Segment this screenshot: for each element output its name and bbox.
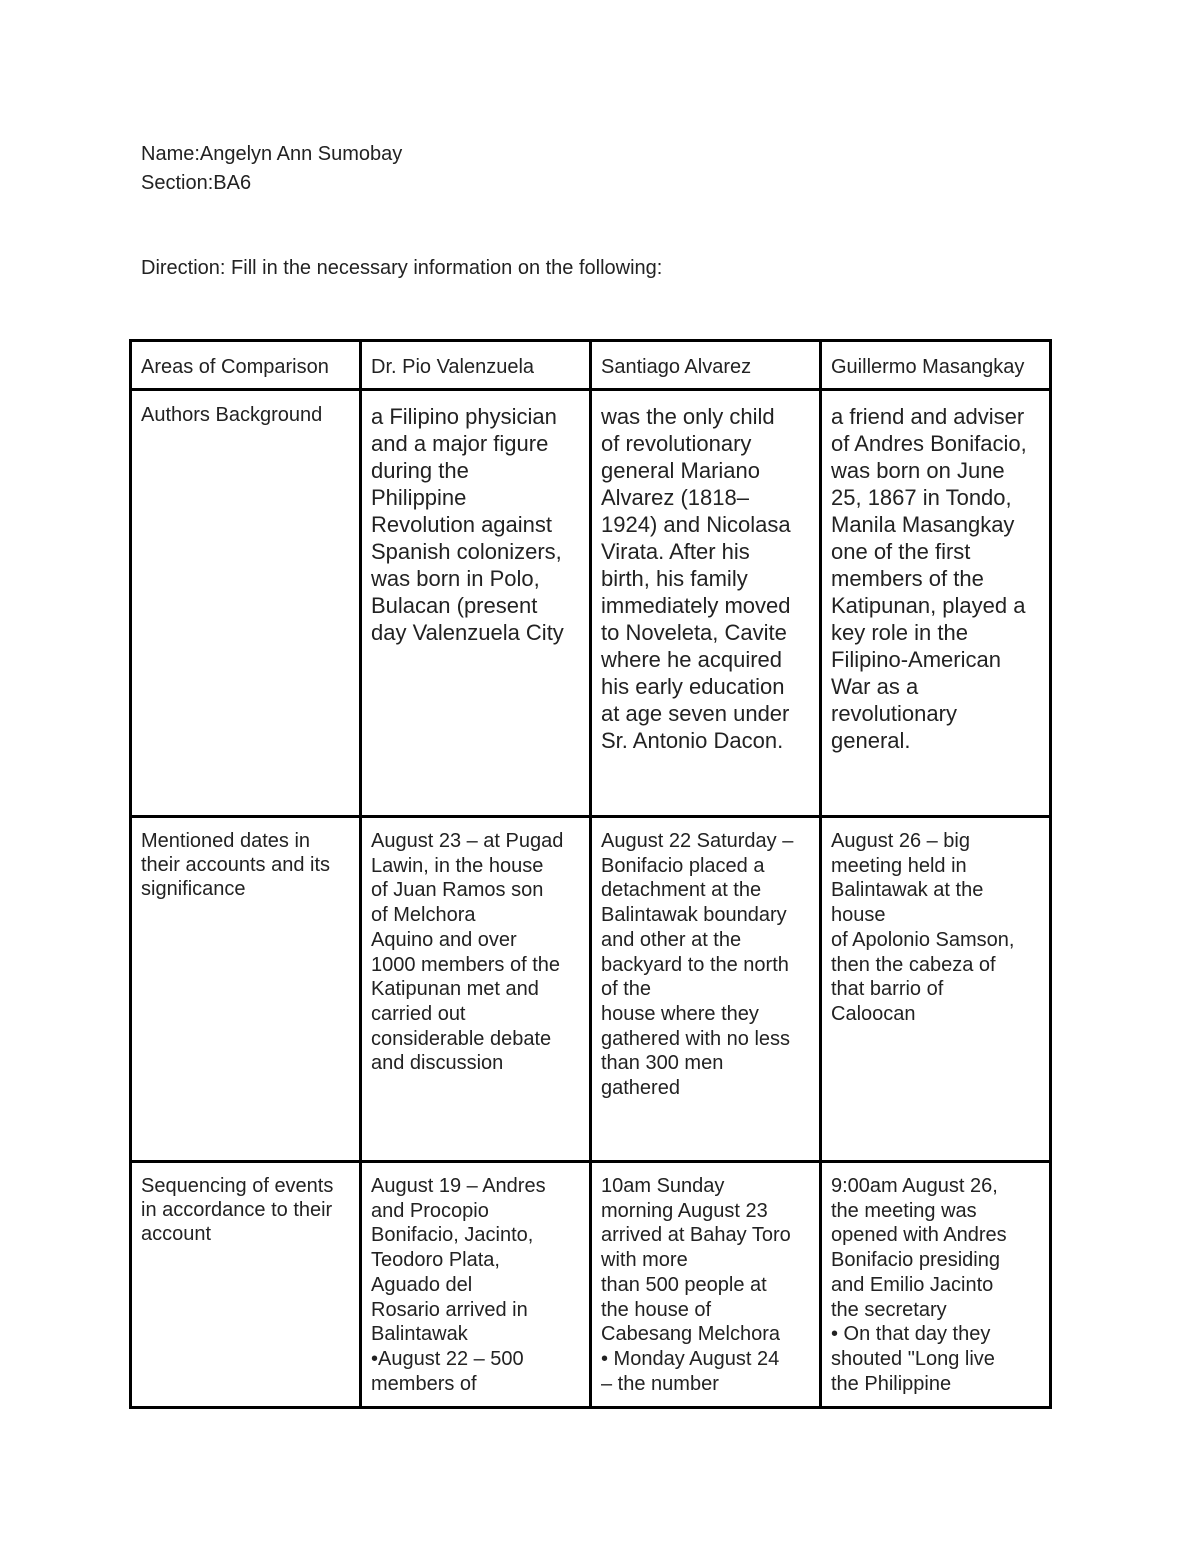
header-guillermo-masangkay: Guillermo Masangkay [821,341,1051,390]
cell-text: August 26 – big meeting held in Balintawak at the house of Apolonio Samson, then the cabeza of that barrio of Caloocan [831,830,1015,1025]
cell-masangkay-dates [821,817,1051,1162]
cell-text: August 22 Saturday – Bonifacio placed a detachment at the Balintawak boundary and other at the backyard to the north of the house where they gathered with no less than 300 men gathered [601,830,794,1100]
cell-alvarez-dates [591,817,821,1162]
cell-text: 10am Sunday morning August 23 arrived at Bahay Toro with more than 500 people at the house of Cabesang Melchora • Monday August 24 – the number [601,1175,791,1395]
student-section-line: Section:BA6 [141,172,252,194]
row-label-cell [131,1162,361,1408]
cell-alvarez-background [591,390,821,817]
cell-masangkay-background [821,390,1051,817]
row-label: Mentioned dates in their accounts and its significance [141,830,330,900]
cell-text: August 19 – Andres and Procopio Bonifacio, Jacinto, Teodoro Plata, Aguado del Rosario arrived in Balintawak •August 22 – 500 members of [371,1175,546,1395]
header-areas-of-comparison: Areas of Comparison [131,341,361,390]
cell-text: a Filipino physician and a major figure during the Philippine Revolution against Spanish colonizers, was born in Polo, Bulacan (present day Valenzuela City [371,404,564,645]
table-header-row [131,341,1051,390]
cell-text: was the only child of revolutionary general Mariano Alvarez (1818– 1924) and Nicolasa Virata. After his birth, his family immediately moved to Noveleta, Cavite where he acquired his early education at age seven under Sr. Antonio Dacon. [601,404,791,753]
table-row-mentioned-dates [131,817,1051,1162]
row-label: Authors Background [141,404,323,426]
cell-alvarez-sequence [591,1162,821,1408]
cell-valenzuela-dates [361,817,591,1162]
cell-valenzuela-sequence [361,1162,591,1408]
comparison-table [129,339,1052,1409]
direction-text: Direction: Fill in the necessary information on the following: [141,257,663,279]
cell-text: August 23 – at Pugad Lawin, in the house of Juan Ramos son of Melchora Aquino and over 1000 members of the Katipunan met and carried out considerable debate and discussion [371,830,564,1075]
cell-text: a friend and adviser of Andres Bonifacio, was born on June 25, 1867 in Tondo, Manila Masangkay one of the first members of the Katipunan, played a key role in the Filipino-American War as a revolutionary general. [831,404,1027,753]
row-label-cell [131,817,361,1162]
table-row-authors-background [131,390,1051,817]
cell-masangkay-sequence [821,1162,1051,1408]
header-santiago-alvarez: Santiago Alvarez [591,341,821,390]
row-label-cell [131,390,361,817]
cell-text: 9:00am August 26, the meeting was opened with Andres Bonifacio presiding and Emilio Jacinto the secretary • On that day they shouted "Long live the Philippine [831,1175,1007,1395]
table-row-sequencing [131,1162,1051,1408]
student-name-line: Name:Angelyn Ann Sumobay [141,143,403,165]
cell-valenzuela-background [361,390,591,817]
header-pio-valenzuela: Dr. Pio Valenzuela [361,341,591,390]
row-label: Sequencing of events in accordance to their account [141,1175,334,1245]
